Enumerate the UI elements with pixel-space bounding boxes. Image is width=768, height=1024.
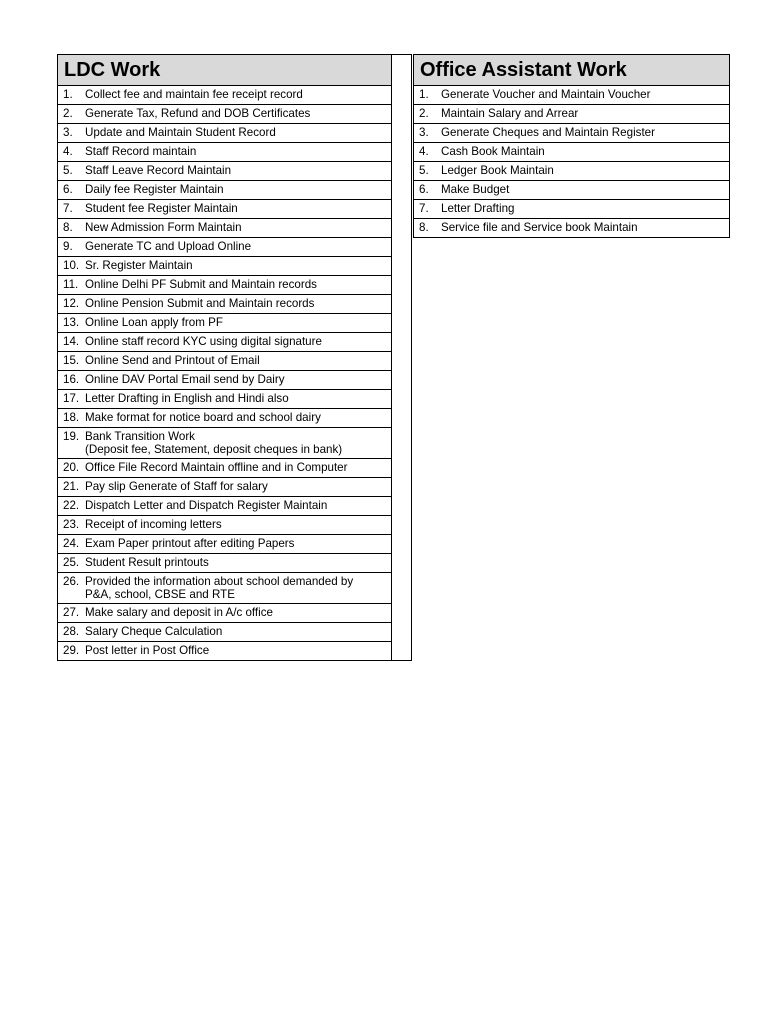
item-number: 2.: [58, 105, 82, 124]
item-number: 5.: [414, 162, 438, 181]
item-text-cell: [81, 238, 392, 257]
table-row: [414, 86, 730, 105]
item-text: Dispatch Letter and Dispatch Register Maintain: [85, 499, 328, 512]
item-text: Provided the information about school demanded by: [85, 575, 354, 588]
item-number: 5.: [58, 162, 82, 181]
item-text-cell: [437, 86, 730, 105]
item-text: Online Delhi PF Submit and Maintain records: [85, 278, 317, 291]
item-number: 25.: [58, 554, 82, 573]
item-text-cell: [81, 143, 392, 162]
ldc-work-table: [57, 54, 392, 661]
table-row: [58, 390, 392, 409]
ldc-work-title: LDC Work: [58, 55, 392, 86]
item-text: Generate Cheques and Maintain Register: [441, 126, 655, 139]
item-text-cell: [81, 314, 392, 333]
table-row: [58, 257, 392, 276]
table-row: [58, 409, 392, 428]
item-text: New Admission Form Maintain: [85, 221, 242, 234]
item-number: 17.: [58, 390, 82, 409]
item-text: Collect fee and maintain fee receipt record: [85, 88, 303, 101]
item-text-cell: [81, 573, 392, 604]
table-row: [58, 219, 392, 238]
item-text-cell: [81, 257, 392, 276]
item-number: 12.: [58, 295, 82, 314]
item-subtext: (Deposit fee, Statement, deposit cheques in bank): [85, 443, 343, 456]
table-row: [414, 181, 730, 200]
table-row: [58, 371, 392, 390]
item-text: Letter Drafting in English and Hindi also: [85, 392, 289, 405]
item-text-cell: [81, 371, 392, 390]
item-text: Ledger Book Maintain: [441, 164, 554, 177]
item-number: 28.: [58, 623, 82, 642]
item-number: 19.: [58, 428, 82, 459]
table-row: [414, 219, 730, 238]
table-row: [58, 604, 392, 623]
item-text: Online Pension Submit and Maintain records: [85, 297, 315, 310]
item-text: Student Result printouts: [85, 556, 209, 569]
item-number: 21.: [58, 478, 82, 497]
item-number: 29.: [58, 642, 82, 661]
item-text-cell: [81, 86, 392, 105]
item-subtext: P&A, school, CBSE and RTE: [85, 588, 235, 601]
item-text-cell: [437, 200, 730, 219]
item-number: 14.: [58, 333, 82, 352]
item-text: Online staff record KYC using digital signature: [85, 335, 322, 348]
item-number: 15.: [58, 352, 82, 371]
item-text: Sr. Register Maintain: [85, 259, 193, 272]
item-text: Pay slip Generate of Staff for salary: [85, 480, 268, 493]
item-text-cell: [81, 642, 392, 661]
item-text-cell: [81, 124, 392, 143]
table-row: [414, 124, 730, 143]
table-row: [58, 478, 392, 497]
item-number: 6.: [58, 181, 82, 200]
item-number: 22.: [58, 497, 82, 516]
table-row: [58, 200, 392, 219]
item-number: 23.: [58, 516, 82, 535]
table-row: [414, 105, 730, 124]
item-text: Online Send and Printout of Email: [85, 354, 260, 367]
item-text: Update and Maintain Student Record: [85, 126, 276, 139]
item-number: 11.: [58, 276, 82, 295]
item-text-cell: [81, 516, 392, 535]
column-spacer: [392, 54, 412, 661]
item-text: Make format for notice board and school dairy: [85, 411, 321, 424]
item-number: 20.: [58, 459, 82, 478]
item-text-cell: [81, 390, 392, 409]
item-text-cell: [81, 200, 392, 219]
table-row: [58, 238, 392, 257]
item-text: Staff Leave Record Maintain: [85, 164, 232, 177]
item-text: Cash Book Maintain: [441, 145, 545, 158]
item-text-cell: [81, 535, 392, 554]
table-row: [58, 295, 392, 314]
table-row: [58, 124, 392, 143]
item-text: Daily fee Register Maintain: [85, 183, 224, 196]
item-text-cell: [81, 352, 392, 371]
item-number: 7.: [414, 200, 438, 219]
table-row: [414, 200, 730, 219]
table-row: [58, 623, 392, 642]
item-text-cell: [81, 219, 392, 238]
item-text-cell: [81, 554, 392, 573]
table-row: [58, 573, 392, 604]
ldc-work-list: [58, 86, 392, 661]
item-number: 3.: [414, 124, 438, 143]
item-text-cell: [81, 623, 392, 642]
item-text: Student fee Register Maintain: [85, 202, 238, 215]
item-number: 3.: [58, 124, 82, 143]
table-row: [58, 276, 392, 295]
item-number: 27.: [58, 604, 82, 623]
table-row: [58, 459, 392, 478]
item-text-cell: [81, 181, 392, 200]
table-row: [58, 535, 392, 554]
item-text: Generate Tax, Refund and DOB Certificates: [85, 107, 311, 120]
item-text: Generate TC and Upload Online: [85, 240, 252, 253]
item-number: 7.: [58, 200, 82, 219]
item-text: Salary Cheque Calculation: [85, 625, 223, 638]
item-text: Online DAV Portal Email send by Dairy: [85, 373, 285, 386]
table-row: [58, 428, 392, 459]
table-row: [414, 162, 730, 181]
item-text-cell: [437, 162, 730, 181]
item-number: 1.: [414, 86, 438, 105]
item-text-cell: [81, 409, 392, 428]
item-number: 8.: [414, 219, 438, 238]
table-row: [58, 516, 392, 535]
item-text-cell: [81, 428, 392, 459]
item-number: 18.: [58, 409, 82, 428]
item-text-cell: [81, 497, 392, 516]
item-number: 2.: [414, 105, 438, 124]
item-text-cell: [437, 181, 730, 200]
item-number: 1.: [58, 86, 82, 105]
item-number: 24.: [58, 535, 82, 554]
item-number: 26.: [58, 573, 82, 604]
table-row: [58, 181, 392, 200]
item-text: Post letter in Post Office: [85, 644, 210, 657]
table-row: [58, 333, 392, 352]
item-text: Receipt of incoming letters: [85, 518, 222, 531]
item-text-cell: [437, 105, 730, 124]
table-row: [58, 143, 392, 162]
item-text-cell: [81, 295, 392, 314]
item-text: Online Loan apply from PF: [85, 316, 223, 329]
item-text-cell: [81, 105, 392, 124]
item-number: 4.: [58, 143, 82, 162]
item-number: 16.: [58, 371, 82, 390]
item-text: Generate Voucher and Maintain Voucher: [441, 88, 651, 101]
item-text-cell: [81, 333, 392, 352]
item-text: Make Budget: [441, 183, 510, 196]
item-number: 6.: [414, 181, 438, 200]
item-text: Maintain Salary and Arrear: [441, 107, 579, 120]
office-assistant-work-list: [414, 86, 730, 238]
item-text-cell: [437, 143, 730, 162]
item-text: Office File Record Maintain offline and in Computer: [85, 461, 348, 474]
office-assistant-work-table: [413, 54, 730, 238]
item-text: Bank Transition Work: [85, 430, 195, 443]
office-assistant-work-title: Office Assistant Work: [414, 55, 730, 86]
item-text-cell: [81, 162, 392, 181]
item-number: 10.: [58, 257, 82, 276]
table-row: [58, 86, 392, 105]
item-text-cell: [81, 276, 392, 295]
item-text-cell: [437, 124, 730, 143]
item-text: Staff Record maintain: [85, 145, 197, 158]
item-text-cell: [437, 219, 730, 238]
item-text: Service file and Service book Maintain: [441, 221, 638, 234]
table-row: [58, 314, 392, 333]
item-text-cell: [81, 478, 392, 497]
item-text: Exam Paper printout after editing Papers: [85, 537, 295, 550]
table-row: [58, 497, 392, 516]
table-row: [414, 143, 730, 162]
item-number: 9.: [58, 238, 82, 257]
item-text: Make salary and deposit in A/c office: [85, 606, 273, 619]
item-text-cell: [81, 604, 392, 623]
table-row: [58, 162, 392, 181]
item-text-cell: [81, 459, 392, 478]
table-row: [58, 554, 392, 573]
table-row: [58, 642, 392, 661]
item-number: 13.: [58, 314, 82, 333]
item-number: 8.: [58, 219, 82, 238]
table-row: [58, 352, 392, 371]
item-text: Letter Drafting: [441, 202, 515, 215]
item-number: 4.: [414, 143, 438, 162]
table-row: [58, 105, 392, 124]
